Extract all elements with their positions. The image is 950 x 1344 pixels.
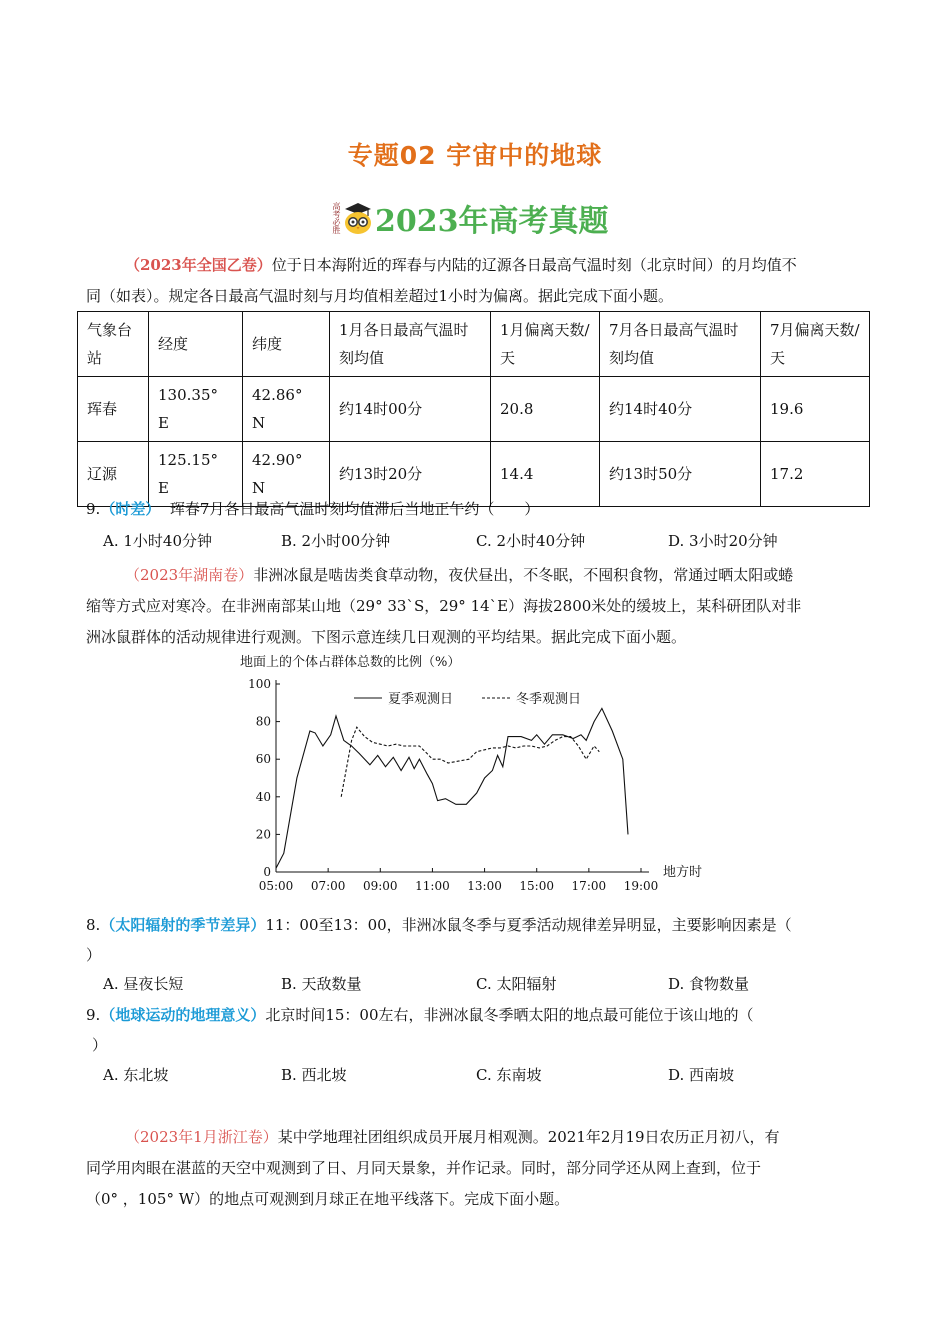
table-header: 7月偏离天数/天 [761, 312, 870, 377]
question-2 [86, 913, 876, 967]
option-a: A. 东北坡 [103, 1066, 169, 1084]
option-b: B. 西北坡 [281, 1066, 347, 1084]
table-header: 1月各日最高气温时刻均值 [330, 312, 491, 377]
table-cell: 约13时50分 [600, 442, 761, 507]
table-header: 气象台站 [78, 312, 149, 377]
legend-summer-label: 夏季观测日 [388, 692, 454, 707]
source-label: （2023年湖南卷） [125, 566, 254, 584]
question-tag: （太阳辐射的季节差异） [100, 916, 266, 934]
table-cell: 19.6 [761, 377, 870, 442]
question-tag: （地球运动的地理意义） [100, 1006, 266, 1024]
source-label: （2023年1月浙江卷） [125, 1128, 278, 1146]
x-tick-label: 05:00 [258, 879, 294, 893]
table-cell: 14.4 [491, 442, 600, 507]
paragraph-text: 非洲冰鼠是啮齿类食草动物，夜伏昼出，不冬眠，不囤积食物，常通过晒太阳或蜷 [253, 566, 794, 584]
summer-series-line [276, 708, 628, 868]
table-cell: 130.35° E [149, 377, 243, 442]
option-c: C. 太阳辐射 [476, 975, 557, 993]
table-cell: 20.8 [491, 377, 600, 442]
exam-banner [332, 196, 609, 240]
y-tick-label: 40 [255, 789, 271, 804]
option-d: D. 西南坡 [668, 1066, 735, 1084]
x-tick-label: 13:00 [467, 879, 502, 893]
y-tick-label: 100 [248, 677, 271, 691]
x-tick-label: 11:00 [415, 879, 450, 893]
y-tick-label: 60 [255, 752, 271, 767]
source-label: （2023年全国乙卷） [125, 256, 272, 274]
paragraph-text: 同学用肉眼在湛蓝的天空中观测到了日、月同天景象，并作记录。同时，部分同学还从网上查到，位于 [86, 1159, 762, 1177]
question-number: 9. [86, 500, 101, 518]
option-c: C. 2小时40分钟 [476, 532, 586, 550]
paragraph-text: 洲冰鼠群体的活动规律进行观测。下图示意连续几日观测的平均结果。据此完成下面小题。 [86, 628, 687, 646]
table-cell: 42.90° N [243, 442, 330, 507]
option-a: A. 1小时40分钟 [103, 532, 212, 550]
page-title: 专题02 宇宙中的地球 [347, 141, 603, 170]
option-c: C. 东南坡 [476, 1066, 542, 1084]
legend-winter-label: 冬季观测日 [516, 692, 582, 707]
x-tick-label: 19:00 [623, 879, 659, 893]
table-row [78, 377, 870, 442]
paragraph-text: 某中学地理社团组织成员开展月相观测。2021年2月19日农历正月初八，有 [277, 1128, 780, 1146]
banner-vertical-text: 高考必胜 [332, 202, 341, 234]
weather-station-table [77, 311, 870, 507]
paragraph-text: 同（如表）。规定各日最高气温时刻与月均值相差超过1小时为偏离。据此完成下面小题。 [86, 287, 674, 305]
question-text: ） [86, 946, 102, 964]
paragraph-text: 缩等方式应对寒冷。在非洲南部某山地（29° 33`S，29° 14`E）海拔2800米处的缓坡上，某科研团队对非 [86, 597, 802, 615]
paragraph-text: （0° ，105° W）的地点可观测到月球正在地平线落下。完成下面小题。 [86, 1190, 570, 1208]
y-tick-label: 0 [263, 865, 271, 879]
x-tick-label: 09:00 [362, 879, 398, 893]
table-cell: 125.15° E [149, 442, 243, 507]
y-tick-label: 20 [255, 827, 271, 842]
table-cell: 42.86° N [243, 377, 330, 442]
x-tick-label: 07:00 [310, 879, 346, 893]
option-d: D. 3小时20分钟 [668, 532, 778, 550]
table-header: 纬度 [243, 312, 330, 377]
banner-text: 2023年高考真题 [375, 204, 609, 239]
table-cell: 辽源 [78, 442, 149, 507]
question-1 [86, 497, 539, 521]
intro-paragraph-2 [86, 560, 866, 653]
owl-with-graduation-cap-logo [343, 201, 373, 235]
table-cell: 约14时40分 [600, 377, 761, 442]
table-cell: 约13时20分 [330, 442, 491, 507]
table-cell: 珲春 [78, 377, 149, 442]
option-b: B. 2小时00分钟 [281, 532, 391, 550]
x-tick-label: 17:00 [571, 879, 607, 893]
winter-series-line [341, 727, 599, 797]
table-header: 1月偏离天数/天 [491, 312, 600, 377]
question-number: 9. [86, 1006, 101, 1024]
question-text: 11：00至13：00，非洲冰鼠冬季与夏季活动规律差异明显，主要影响因素是（ [265, 916, 792, 934]
x-tick-label: 15:00 [519, 879, 555, 893]
x-axis-label: 地方时 [663, 865, 703, 880]
table-cell: 约14时00分 [330, 377, 491, 442]
option-b: B. 天敌数量 [281, 975, 362, 993]
intro-paragraph-1 [86, 250, 866, 312]
option-a: A. 昼夜长短 [103, 975, 184, 993]
activity-line-chart [230, 648, 730, 898]
question-3 [86, 1003, 876, 1057]
question-tag: （时差） [100, 500, 161, 518]
option-d: D. 食物数量 [668, 975, 750, 993]
table-header: 经度 [149, 312, 243, 377]
intro-paragraph-3 [86, 1122, 866, 1215]
paragraph-text: 位于日本海附近的珲春与内陆的辽源各日最高气温时刻（北京时间）的月均值不 [271, 256, 797, 274]
table-cell: 17.2 [761, 442, 870, 507]
y-tick-label: 80 [255, 714, 271, 729]
table-header: 7月各日最高气温时刻均值 [600, 312, 761, 377]
question-number: 8. [86, 916, 101, 934]
table-header-row [78, 312, 870, 377]
question-text: 珲春7月各日最高气温时刻均值滞后当地正午约（ ） [169, 500, 540, 518]
question-text: ） [92, 1036, 108, 1054]
chart-title: 地面上的个体占群体总数的比例（%） [240, 655, 461, 670]
question-text: 北京时间15：00左右，非洲冰鼠冬季晒太阳的地点最可能位于该山地的（ [265, 1006, 754, 1024]
